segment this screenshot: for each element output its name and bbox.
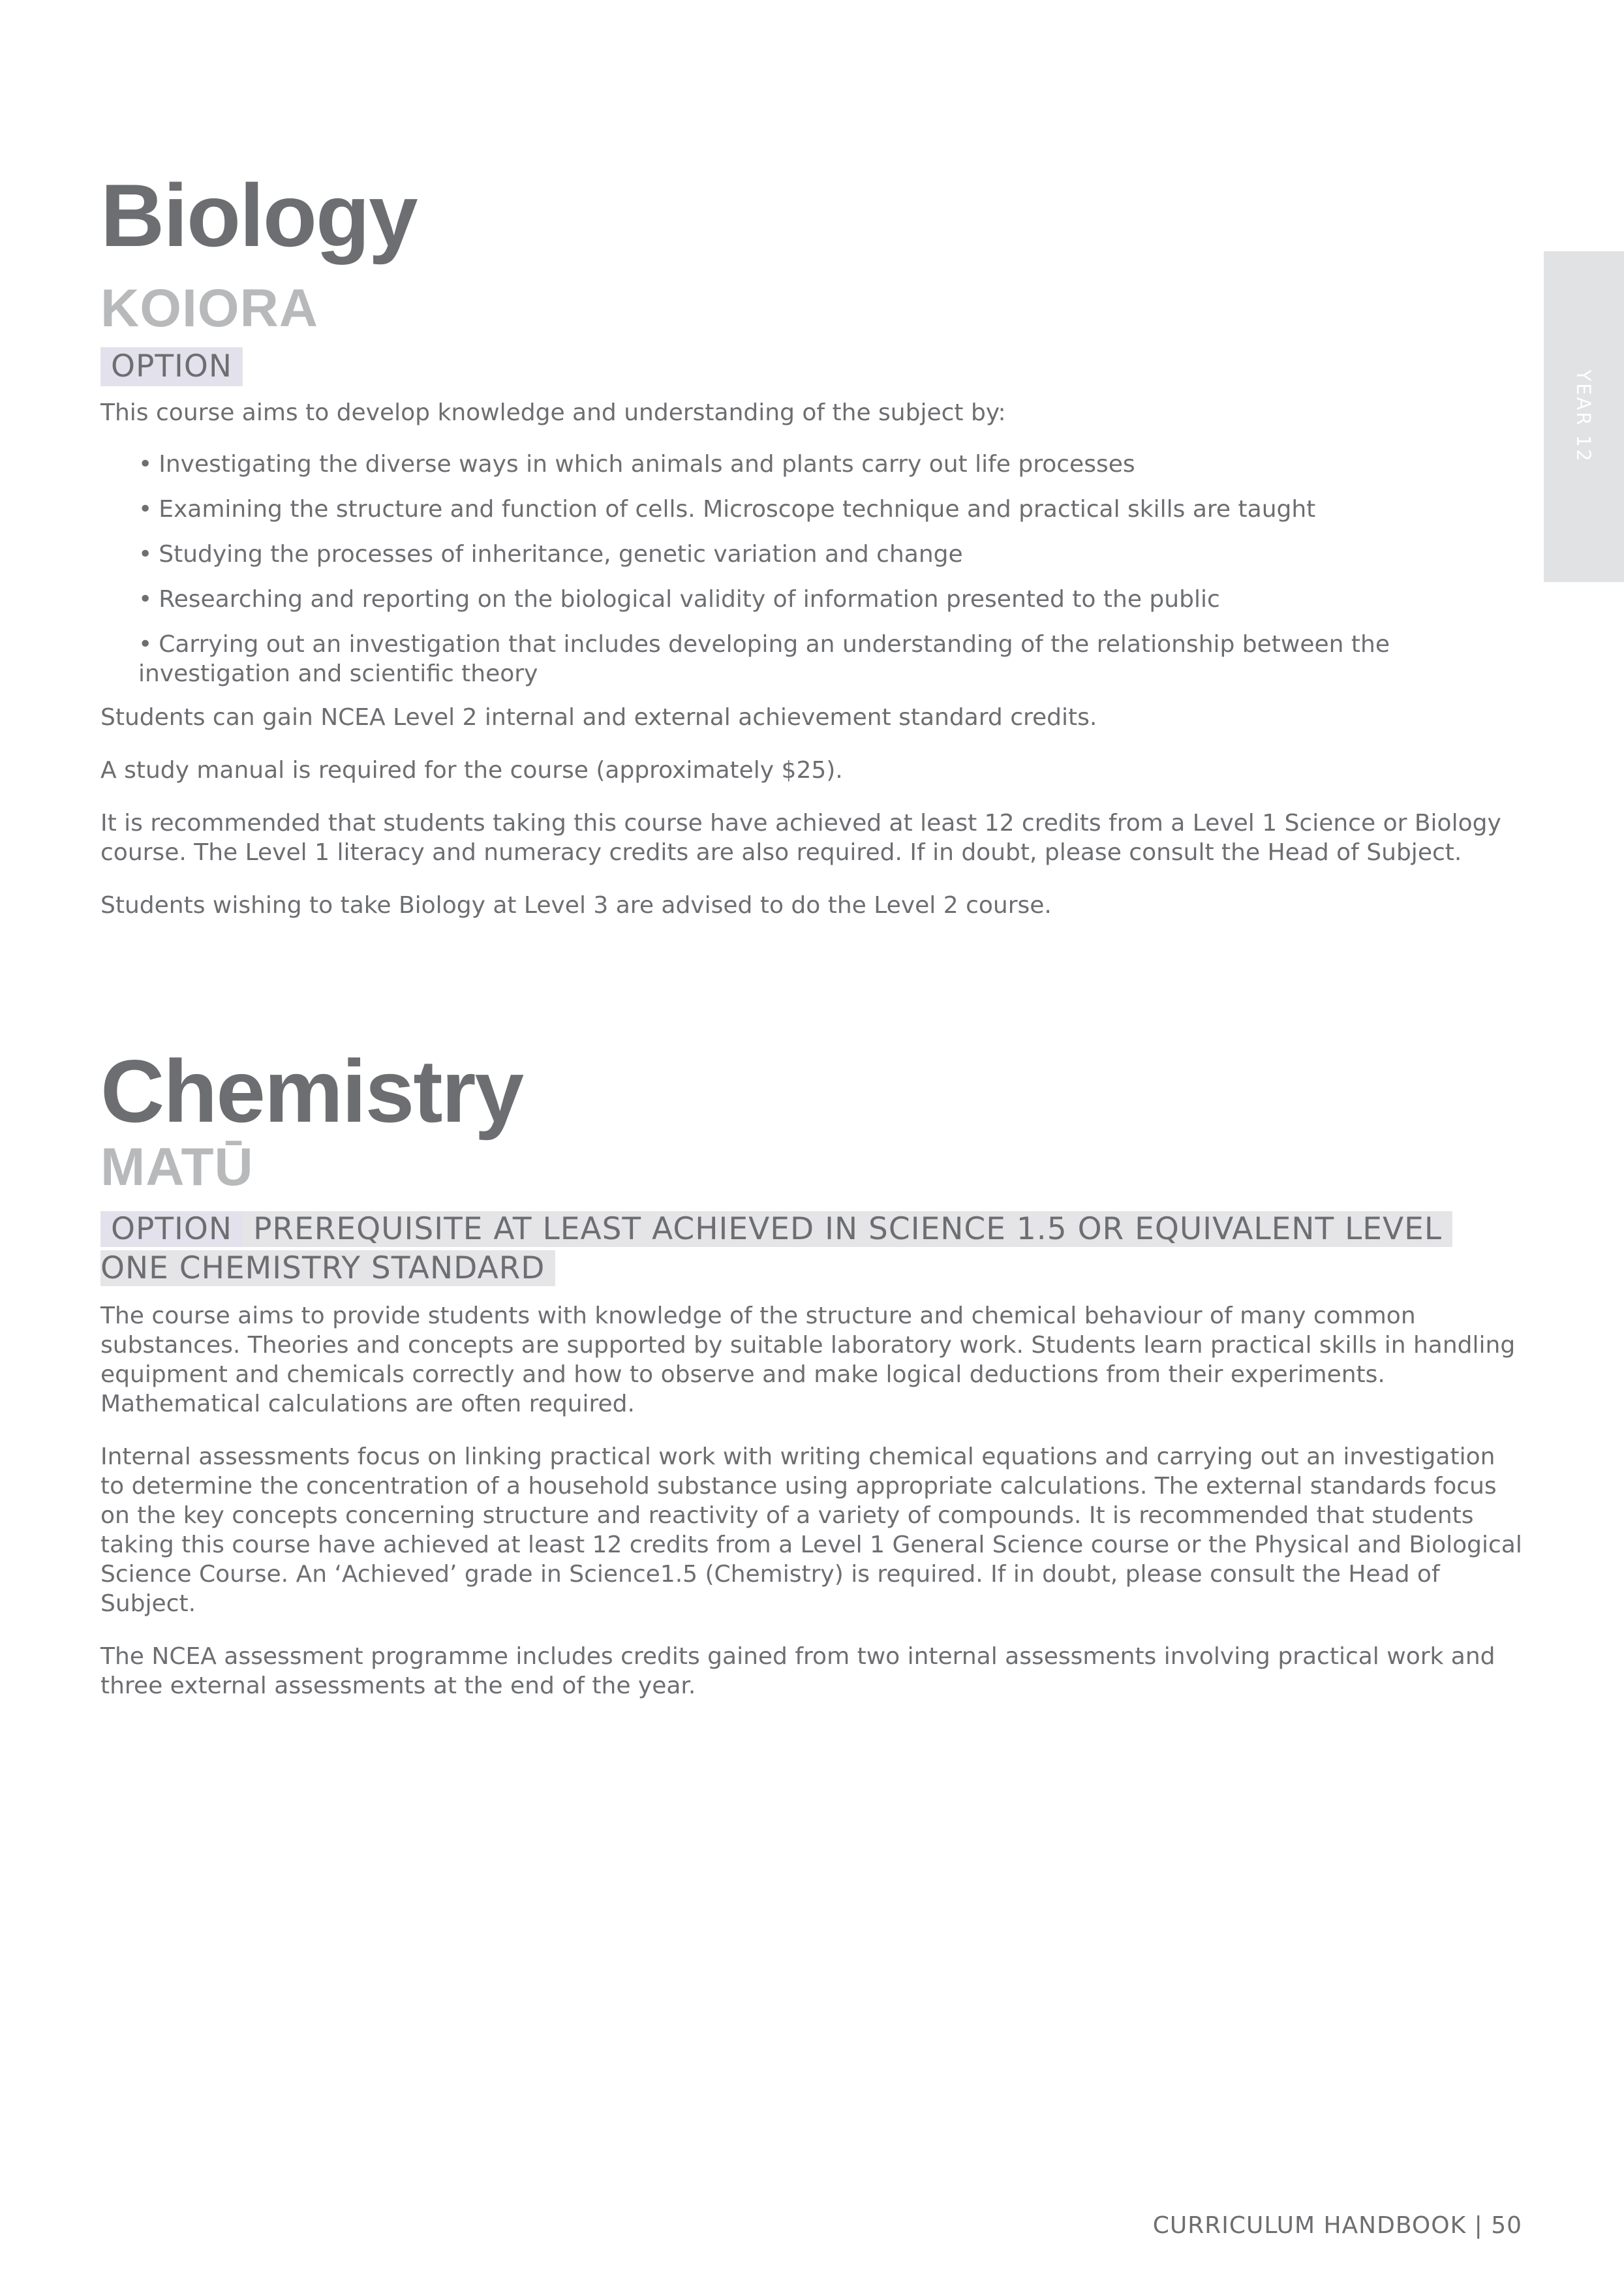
chemistry-paragraph: The NCEA assessment programme includes credits gained from two internal assessments involving practical work and three external assessments at the end of the year. xyxy=(100,1643,1495,1699)
biology-intro: This course aims to develop knowledge and understanding of the subject by: xyxy=(100,399,1006,426)
biology-option-tag: OPTION xyxy=(100,347,243,386)
list-item: • Studying the processes of inheritance, genetic variation and change xyxy=(138,541,963,568)
biology-bullet-list xyxy=(100,450,1523,688)
list-item: • Carrying out an investigation that includes developing an understanding of the relationship between the investigation and scientific theory xyxy=(138,631,1390,687)
biology-title: Biology xyxy=(100,166,417,265)
biology-paragraph: It is recommended that students taking this course have achieved at least 12 credits from a Level 1 Science or Biology course. The Level 1 literacy and numeracy credits are also required. If in doubt, please consult the Head of Subject. xyxy=(100,810,1501,866)
chemistry-tagline xyxy=(100,1210,1523,1288)
biology-paragraph: Students wishing to take Biology at Level 3 are advised to do the Level 2 course. xyxy=(100,892,1052,919)
biology-tagline xyxy=(100,347,1523,386)
chemistry-maori-title: MATŪ xyxy=(100,1137,254,1197)
biology-paragraph: A study manual is required for the course (approximately $25). xyxy=(100,757,843,784)
chemistry-section xyxy=(100,1041,1523,1701)
biology-maori-title: KOIORA xyxy=(100,279,318,338)
biology-paragraph: Students can gain NCEA Level 2 internal and external achievement standard credits. xyxy=(100,704,1097,731)
chemistry-prerequisite-continued: ONE CHEMISTRY STANDARD xyxy=(100,1250,555,1286)
chemistry-paragraph: The course aims to provide students with knowledge of the structure and chemical behaviour of many common substances. Theories and concepts are supported by suitable laboratory work. Students learn practical skills in handling equipment and chemicals correctly and how to observe and make logical deductions from their experiments. Mathematical calculations are often required. xyxy=(100,1302,1516,1417)
biology-section xyxy=(100,166,1523,920)
chemistry-prerequisite: PREREQUISITE AT LEAST ACHIEVED IN SCIENCE 1.5 OR EQUIVALENT LEVEL xyxy=(243,1211,1452,1247)
year-side-tab xyxy=(1544,251,1624,582)
year-side-tab-label: YEAR 12 xyxy=(1572,369,1595,463)
list-item: • Examining the structure and function of cells. Microscope technique and practical skills are taught xyxy=(138,496,1316,523)
chemistry-paragraph: Internal assessments focus on linking practical work with writing chemical equations and carrying out an investigation to determine the concentration of a household substance using appropriate calculations. The external standards focus on the key concepts concerning structure and reactivity of a variety of compounds. It is recommended that students taking this course have achieved at least 12 credits from a Level 1 General Science course or the Physical and Biological Science Course. An ‘Achieved’ grade in Science1.5 (Chemistry) is required. If in doubt, please consult the Head of Subject. xyxy=(100,1443,1522,1617)
page-footer: CURRICULUM HANDBOOK | 50 xyxy=(1152,2212,1522,2239)
list-item: • Researching and reporting on the biological validity of information presented to the public xyxy=(138,586,1220,613)
list-item: • Investigating the diverse ways in which animals and plants carry out life processes xyxy=(138,451,1135,478)
chemistry-option-tag: OPTION xyxy=(100,1211,243,1247)
chemistry-title: Chemistry xyxy=(100,1041,523,1141)
